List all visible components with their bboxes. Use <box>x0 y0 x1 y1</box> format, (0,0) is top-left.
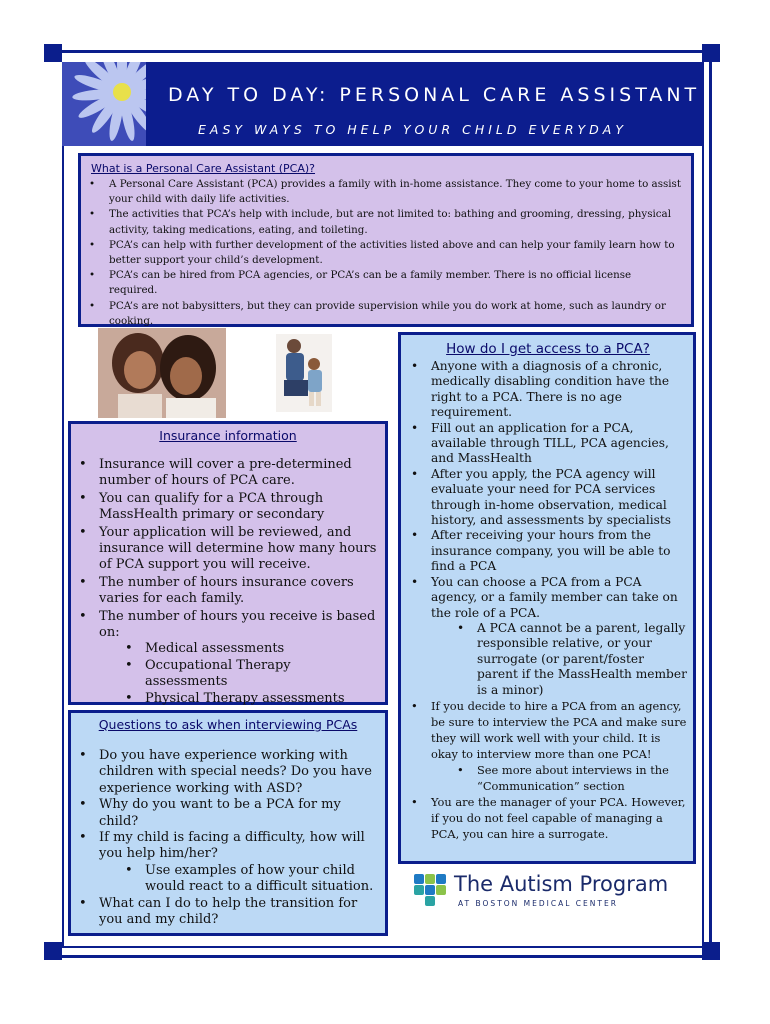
list-item: • Why do you want to be a PCA for my child? <box>99 797 377 830</box>
sub-list-item: • Physical Therapy assessments <box>145 691 377 707</box>
list-item: • After you apply, the PCA agency will evaluate your need for PCA services through in-home observation, medical history, and assessments by specialists <box>431 467 687 529</box>
list-item: • Your application will be reviewed, and insurance will determine how many hours of PCA support you will receive. <box>99 525 377 574</box>
sub-list-item: • A PCA cannot be a parent, legally responsible relative, or your surrogate (or parent/foster parent if the MassHealth member is a minor) <box>477 621 687 698</box>
list-item-text: If you decide to hire a PCA from an agency, be sure to interview the PCA and make sure they will work well with your child. It is okay to interview more than one PCA! <box>431 698 687 761</box>
list-item: • The number of hours insurance covers varies for each family. <box>99 575 377 608</box>
insurance-box <box>68 421 388 705</box>
list-item <box>431 575 687 698</box>
pca-definition-title: What is a Personal Care Assistant (PCA)? <box>91 162 316 175</box>
sub-list-item: • Use examples of how your child would react to a difficult situation. <box>145 863 377 896</box>
sub-list-item: • Medical assessments <box>145 641 377 657</box>
page-title: DAY TO DAY: PERSONAL CARE ASSISTANT <box>168 84 701 106</box>
list-item: • A Personal Care Assistant (PCA) provides a family with in-home assistance. They come to your home to assist your child with daily life activities. <box>109 177 681 207</box>
corner-square <box>44 44 62 62</box>
corner-square <box>702 44 720 62</box>
insurance-list <box>79 457 377 707</box>
list-item <box>99 609 377 707</box>
list-item-text: If my child is facing a difficulty, how will you help him/her? <box>99 830 365 862</box>
list-item <box>99 830 377 896</box>
questions-box <box>68 710 388 936</box>
access-sublist <box>431 621 687 698</box>
list-item: • You are the manager of your PCA. However, if you do not feel capable of managing a PCA, you can hire a surrogate. <box>431 794 687 842</box>
autism-program-logo <box>412 872 692 912</box>
list-item: • The activities that PCA’s help with include, but are not limited to: bathing and grooming, dressing, physical activity, taking medications, eating, and toileting. <box>109 207 681 237</box>
access-title: How do I get access to a PCA? <box>446 341 650 357</box>
photo-father-daughter-image <box>276 334 332 412</box>
list-item: • Insurance will cover a pre-determined number of hours of PCA care. <box>99 457 377 490</box>
insurance-title: Insurance information <box>159 428 297 443</box>
questions-title: Questions to ask when interviewing PCAs <box>98 717 358 732</box>
pca-definition-list <box>91 177 681 329</box>
photo-women-laughing <box>98 328 226 418</box>
list-item: • PCA’s can be hired from PCA agencies, or PCA’s can be a family member. There is no official license required. <box>109 268 681 298</box>
corner-square <box>44 942 62 960</box>
access-box <box>398 332 696 864</box>
list-item: • After receiving your hours from the insurance company, you will be able to find a PCA <box>431 528 687 574</box>
corner-square <box>702 942 720 960</box>
left-margin <box>44 62 62 942</box>
sub-list-item: • Occupational Therapy assessments <box>145 658 377 691</box>
flower-image <box>62 62 146 146</box>
list-item: • Fill out an application for a PCA, available through TILL, PCA agencies, and MassHealth <box>431 421 687 467</box>
insurance-sublist <box>99 641 377 707</box>
access-sublist-2 <box>431 762 687 794</box>
list-item-text: You can choose a PCA from a PCA agency, or a family member can take on the role of a PCA. <box>431 574 678 620</box>
page-subtitle: EASY WAYS TO HELP YOUR CHILD EVERYDAY <box>198 122 627 137</box>
list-item: • What can I do to help the transition for you and my child? <box>99 896 377 929</box>
questions-sublist <box>99 863 377 896</box>
access-list <box>409 359 687 842</box>
questions-list <box>79 748 377 928</box>
sub-list-item: • See more about interviews in the “Communication” section <box>477 762 687 794</box>
flower-icon <box>62 62 146 146</box>
logo-tagline: AT BOSTON MEDICAL CENTER <box>458 899 618 908</box>
puzzle-logo-icon <box>412 872 448 908</box>
list-item: • PCA’s can help with further development of the activities listed above and can help your family learn how to better support your child’s development. <box>109 238 681 268</box>
list-item <box>431 698 687 794</box>
list-item: • You can qualify for a PCA through MassHealth primary or secondary <box>99 491 377 524</box>
logo-name: The Autism Program <box>454 872 669 896</box>
list-item: • PCA’s are not babysitters, but they can provide supervision while you do work at home, such as laundry or cooking. <box>109 299 681 329</box>
list-item: • Anyone with a diagnosis of a chronic, medically disabling condition have the right to a PCA. There is no age requirement. <box>431 359 687 421</box>
photo-women-laughing-image <box>98 328 226 418</box>
list-item-text: The number of hours you receive is based on: <box>99 608 376 641</box>
list-item: • Do you have experience working with children with special needs? Do you have experience working with ASD? <box>99 748 377 797</box>
photo-father-daughter <box>276 334 332 412</box>
pca-definition-box <box>78 153 694 327</box>
